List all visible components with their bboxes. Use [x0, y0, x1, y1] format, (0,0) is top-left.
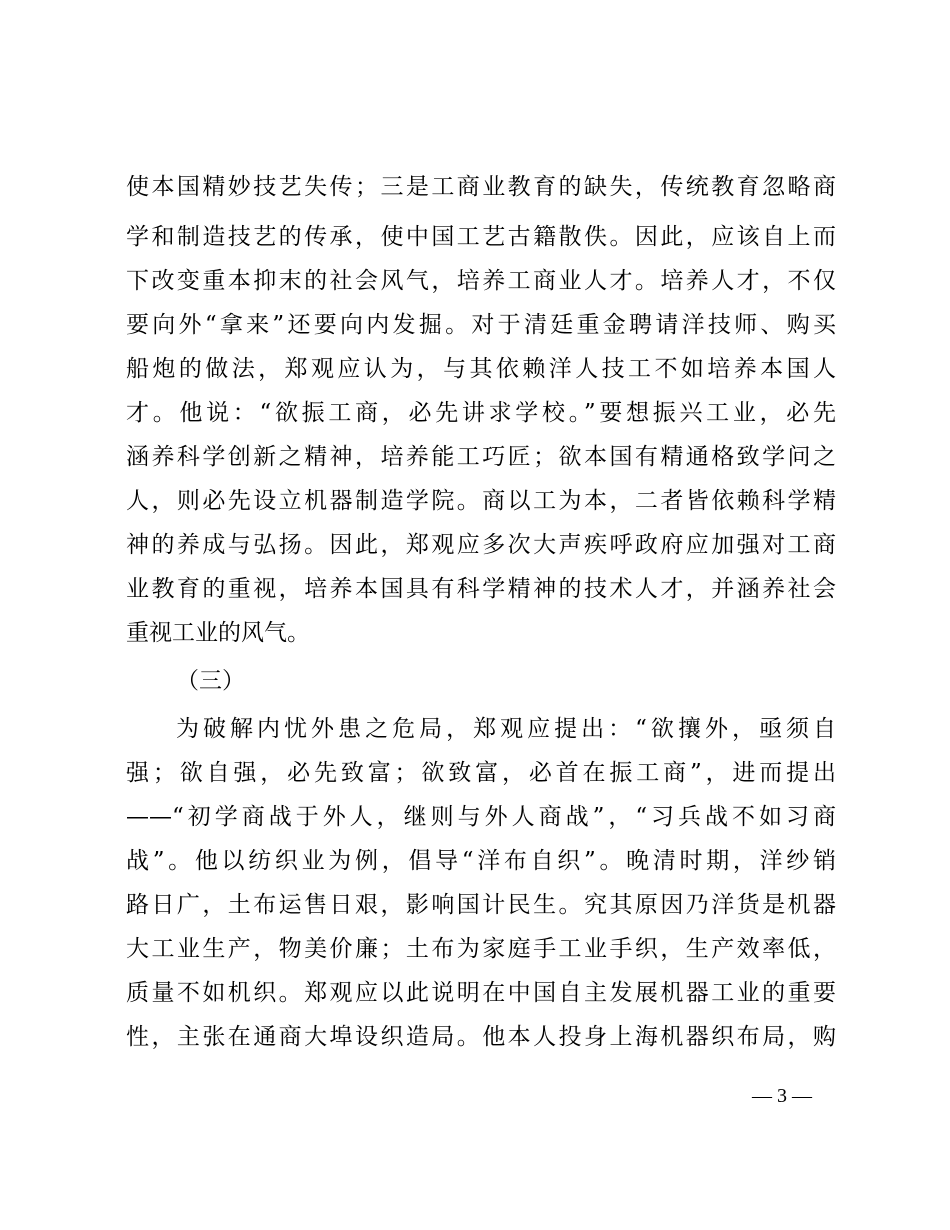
page-number: — 3 —	[752, 1085, 812, 1107]
paragraph2-line: 强；欲自强，必先致富；欲致富，必首在振工商”，进而提出	[126, 760, 836, 786]
paragraph1-line: 人，则必先设立机器制造学院。商以工为本，二者皆依赖科学精	[126, 488, 836, 514]
paragraph2-line: 为破解内忧外患之危局，郑观应提出：“欲攘外，亟须自	[176, 716, 836, 742]
paragraph1-line: 重视工业的风气。	[126, 620, 310, 646]
paragraph2-line: 战”。他以纺织业为例，倡导“洋布自织”。晚清时期，洋纱销	[126, 848, 836, 874]
paragraph1-line: 下改变重本抑末的社会风气，培养工商业人才。培养人才，不仅	[126, 268, 836, 294]
paragraph2-line: 路日广，土布运售日艰，影响国计民生。究其原因乃洋货是机器	[126, 892, 836, 918]
paragraph1-line: 业教育的重视，培养本国具有科学精神的技术人才，并涵养社会	[126, 576, 836, 602]
paragraph1-line: 学和制造技艺的传承，使中国工艺古籍散佚。因此，应该自上而	[126, 224, 836, 250]
paragraph2-line: 大工业生产，物美价廉；土布为家庭手工业手织，生产效率低，	[126, 936, 836, 962]
paragraph1-line: 使本国精妙技艺失传；三是工商业教育的缺失，传统教育忽略商	[126, 174, 836, 200]
paragraph2-line: 质量不如机织。郑观应以此说明在中国自主发展机器工业的重要	[126, 980, 836, 1006]
paragraph1-line: 涵养科学创新之精神，培养能工巧匠；欲本国有精通格致学问之	[126, 444, 836, 470]
section-heading: （三）	[176, 668, 245, 694]
paragraph2-line: ——“初学商战于外人，继则与外人商战”，“习兵战不如习商	[126, 804, 836, 830]
paragraph2-line: 性，主张在通商大埠设织造局。他本人投身上海机器织布局，购	[126, 1024, 836, 1050]
paragraph1-line: 才。他说：“欲振工商，必先讲求学校。”要想振兴工业，必先	[126, 400, 836, 426]
paragraph1-line: 神的养成与弘扬。因此，郑观应多次大声疾呼政府应加强对工商	[126, 532, 836, 558]
paragraph1-line: 要向外“拿来”还要向内发掘。对于清廷重金聘请洋技师、购买	[126, 312, 836, 338]
paragraph1-line: 船炮的做法，郑观应认为，与其依赖洋人技工不如培养本国人	[126, 356, 836, 382]
